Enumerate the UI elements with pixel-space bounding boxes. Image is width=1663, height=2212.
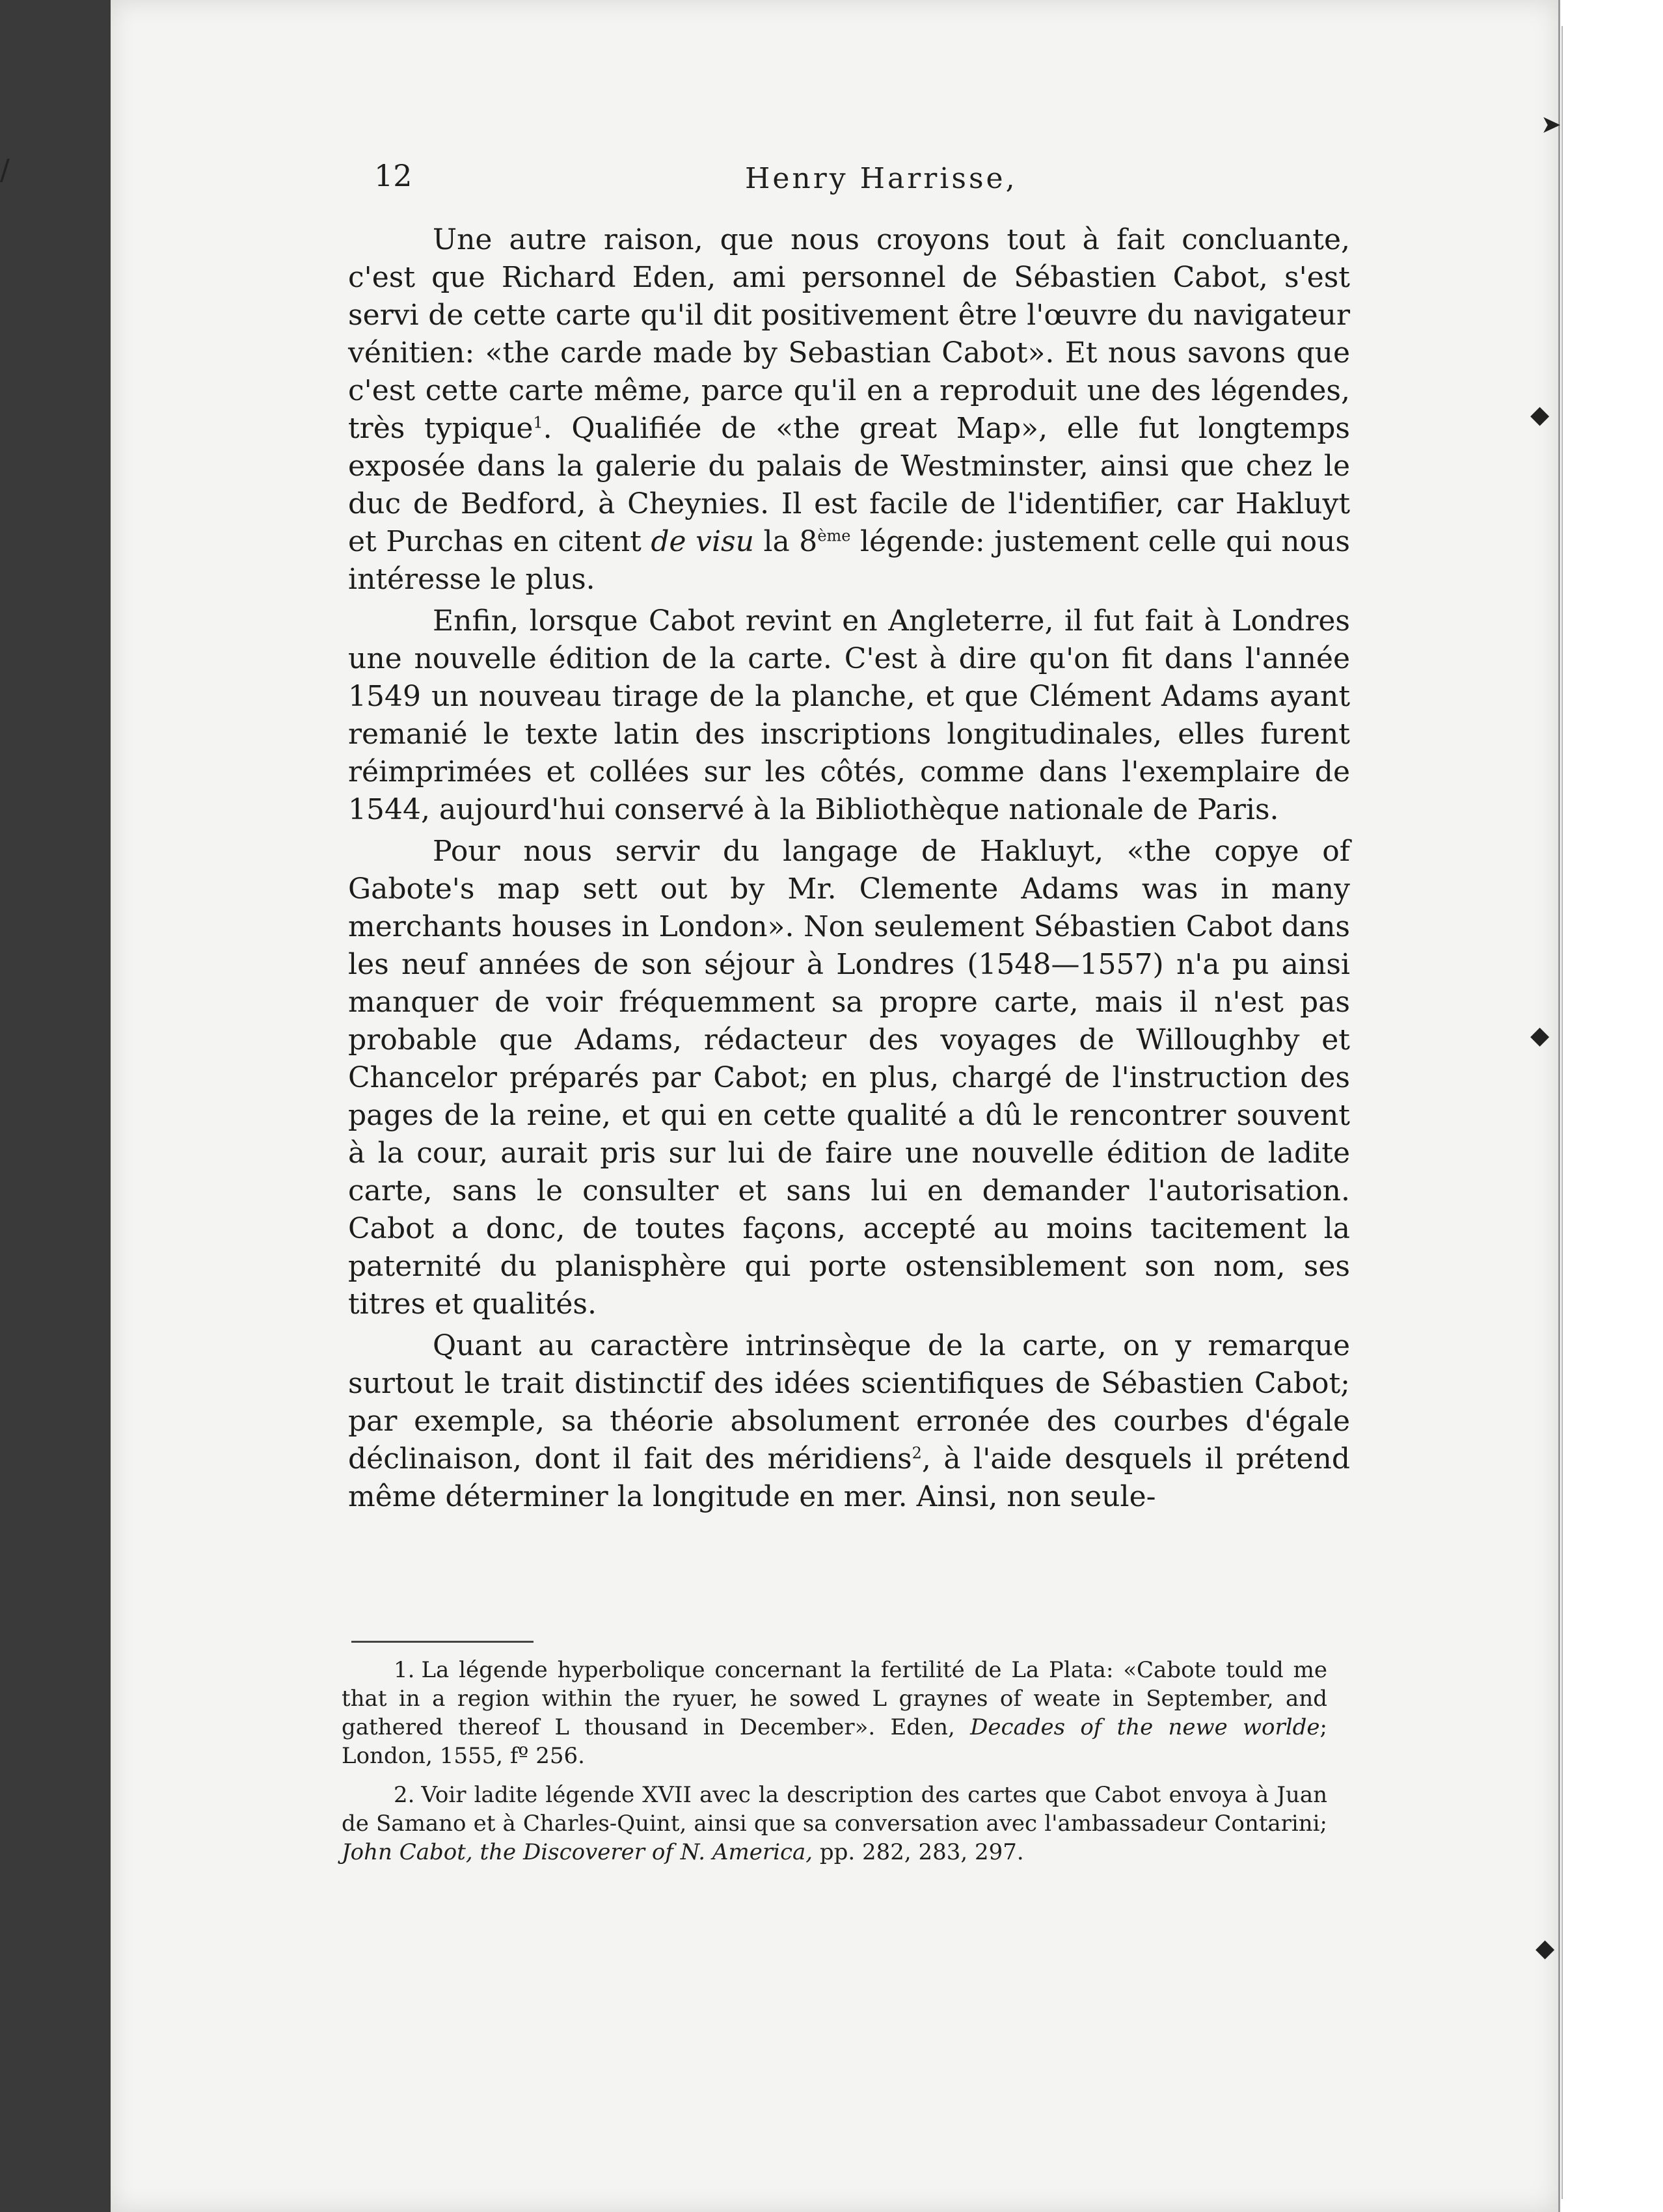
scan-artifact-icon: / <box>0 154 10 187</box>
footnote-divider <box>351 1641 534 1643</box>
paragraph-4: Quant au caractère intrinsèque de la carte, on y remarque surtout le trait distinctif des idées scientifiques de Sébastien Cabot; par exemple, sa théorie absolument erronée des courbes d'égale déclinaison, dont il fait des méridiens$^2$, à l'aide desquels il prétend même déterminer la longitude en mer. Ainsi, non seule- <box>348 1329 1351 1513</box>
paragraph-3: Pour nous servir du langage de Hakluyt, «the copye of Gabote's map sett out by Mr. Clemente Adams was in many merchants houses in London». Non seulement Sébastien Cabot dans les neuf années de son séjour à Londres (1548—1557) n'a pu ainsi manquer de voir fréquemment sa propre carte, mais il n'est pas probable que Adams, rédacteur des voyages de Willoughby et Chancelor préparés par Cabot; en plus, chargé de l'instruction des pages de la reine, et qui en cette qualité a dû le rencontrer souvent à la cour, aurait pris sur lui de faire une nouvelle édition de ladite carte, sans le consulter et sans lui en demander l'autorisation. Cabot a donc, de toutes façons, accepté au moins tacitement la paternité du planisphère qui porte ostensiblement son nom, ses titres et qualités. <box>348 835 1350 1321</box>
binding-mark-icon: ◆ <box>1530 1021 1550 1049</box>
paragraph-1: Une autre raison, que nous croyons tout à fait concluante, c'est que Richard Eden, ami personnel de Sébastien Cabot, s'est servi de cette carte qu'il dit positivement être l'œuvre du navigateur vénitien: «the carde made by Sebastian Cabot». Et nous savons que c'est cette carte même, parce qu'il en a reproduit une des légendes, très typique$^1$. Qualifiée de «the great Map», elle fut longtemps exposée dans la galerie du palais de Westminster, ainsi que chez le duc de Bedford, à Cheynies. Il est facile de l'identifier, car Hakluyt et Purchas en citent de visu la 8ème légende: justement celle qui nous intéresse le plus. <box>348 223 1351 596</box>
paragraph-2: Enfin, lorsque Cabot revint en Angleterre, il fut fait à Londres une nouvelle édition de la carte. C'est à dire qu'on fit dans l'année 1549 un nouveau tirage de la planche, et que Clément Adams ayant remanié le texte latin des inscriptions longitudinales, elles furent réimprimées et collées sur les côtés, comme dans l'exemplaire de 1544, aujourd'hui conservé à la Bibliothèque nationale de Paris. <box>348 604 1350 826</box>
footnote-2: 2. Voir ladite légende XVII avec la description des cartes que Cabot envoya à Juan de Samano et à Charles-Quint, ainsi que sa conversation avec l'ambassadeur Contarini; John Cabot, the Discoverer of N. America, pp. 282, 283, 297. <box>342 1782 1327 1865</box>
footnote-ref: 1 <box>533 413 543 432</box>
binding-mark-icon: ◆ <box>1535 1934 1555 1962</box>
page-header <box>374 158 1376 197</box>
footnote-ref: 2 <box>912 1444 922 1463</box>
arrow-mark-icon: ➤ <box>1541 110 1562 139</box>
running-head: Henry Harrisse, <box>745 162 1018 195</box>
footnote-1: 1. La légende hyperbolique concernant la fertilité de La Plata: «Cabote tould me that in a region within the ryuer, he sowed L graynes of weate in September, and gathered thereof L thousand in December». Eden, Decades of the newe worlde; London, 1555, fº 256. <box>342 1657 1327 1769</box>
body-text <box>348 221 1350 1520</box>
binding-mark-icon: ◆ <box>1530 400 1550 429</box>
page-number: 12 <box>374 158 412 193</box>
facing-page-edge <box>1558 0 1663 2212</box>
footnotes <box>342 1656 1327 1877</box>
page-edge-line <box>1562 26 1563 2199</box>
